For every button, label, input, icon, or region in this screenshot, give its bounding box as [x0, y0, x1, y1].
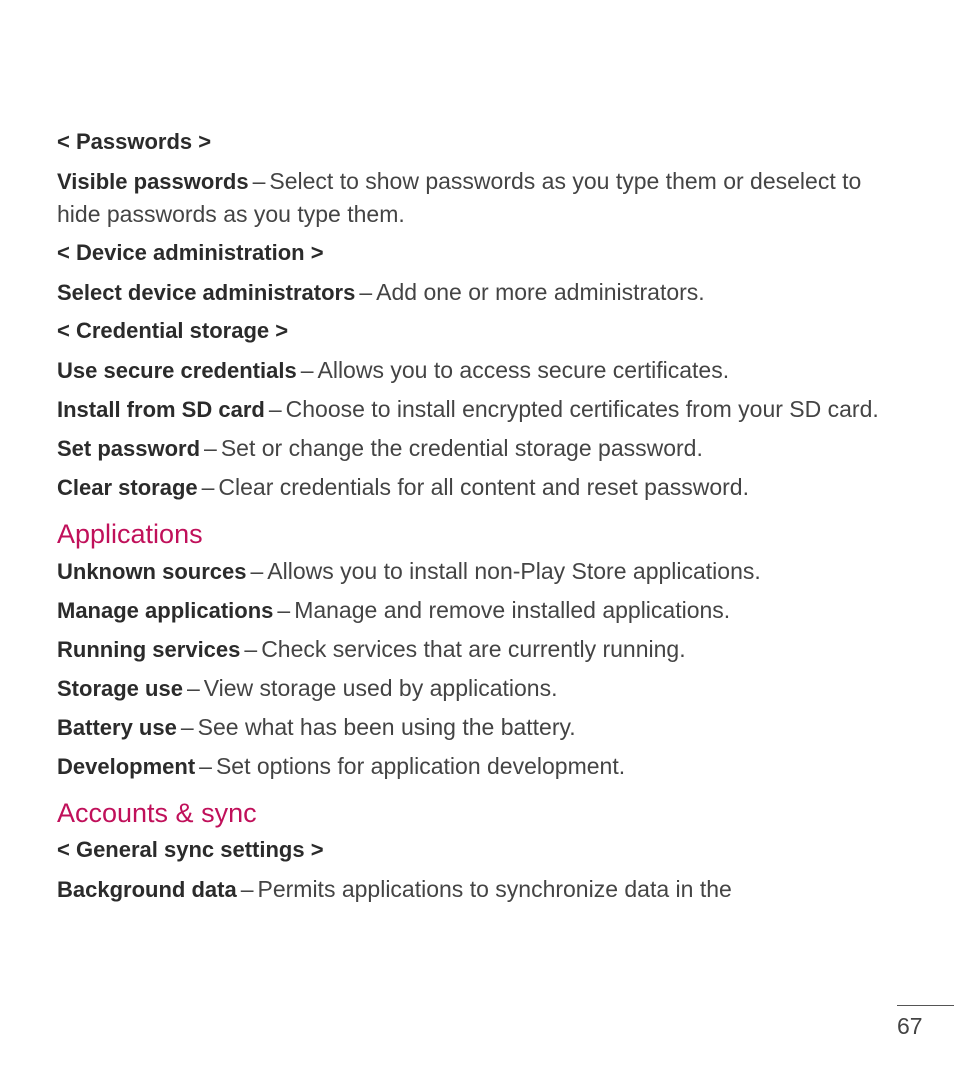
setting-description: Clear credentials for all content and reset password.	[218, 474, 749, 500]
setting-term: Battery use	[57, 715, 177, 740]
setting-description: See what has been using the battery.	[197, 714, 576, 740]
setting-description: Check services that are currently running.	[261, 636, 686, 662]
setting-description: Permits applications to synchronize data in the	[257, 876, 732, 902]
setting-term: Visible passwords	[57, 169, 249, 194]
setting-description: Set or change the credential storage password.	[220, 435, 703, 461]
dash-separator: –	[250, 558, 264, 584]
dash-separator: –	[199, 753, 212, 779]
dash-separator: –	[277, 597, 291, 623]
setting-term: Development	[57, 754, 196, 779]
page-number: 67	[897, 1013, 923, 1039]
dash-separator: –	[252, 168, 266, 194]
setting-term: Unknown sources	[57, 559, 247, 584]
setting-running-services	[57, 633, 902, 666]
dash-separator: –	[244, 636, 258, 662]
setting-description: Add one or more administrators.	[376, 279, 705, 305]
setting-term: Running services	[57, 637, 241, 662]
footer-divider	[897, 1005, 954, 1006]
passwords-subheading: < Passwords >	[57, 129, 212, 154]
setting-description: Allows you to access secure certificates.	[317, 357, 730, 383]
dash-separator: –	[300, 357, 314, 383]
setting-install-from-sd-card	[57, 393, 902, 426]
setting-visible-passwords	[57, 165, 902, 231]
setting-description: Select to show passwords as you type them or deselect to hide passwords as you type them.	[57, 168, 862, 227]
setting-term: Manage applications	[57, 598, 274, 623]
dash-separator: –	[180, 714, 194, 740]
setting-clear-storage	[57, 471, 902, 504]
setting-select-device-administrators	[57, 276, 902, 309]
setting-description: Manage and remove installed applications.	[294, 597, 731, 623]
dash-separator: –	[186, 675, 200, 701]
setting-description: Set options for application development.	[215, 753, 626, 779]
dash-separator: –	[204, 435, 217, 461]
device-administration-subheading: < Device administration >	[57, 240, 324, 265]
setting-background-data	[57, 873, 902, 906]
setting-term: Clear storage	[57, 475, 198, 500]
dash-separator: –	[268, 396, 282, 422]
setting-term: Install from SD card	[57, 397, 265, 422]
applications-heading: Applications	[57, 519, 203, 549]
setting-term: Background data	[57, 877, 237, 902]
setting-term: Select device administrators	[57, 280, 356, 305]
setting-development	[57, 750, 902, 783]
general-sync-settings-subheading: < General sync settings >	[57, 837, 324, 862]
manual-page-content	[57, 126, 902, 912]
setting-description: Allows you to install non-Play Store applications.	[267, 558, 761, 584]
setting-manage-applications	[57, 594, 902, 627]
credential-storage-subheading: < Credential storage >	[57, 318, 289, 343]
setting-description: Choose to install encrypted certificates from your SD card.	[285, 396, 879, 422]
accounts-sync-heading: Accounts & sync	[57, 798, 257, 828]
dash-separator: –	[240, 876, 254, 902]
setting-unknown-sources	[57, 555, 902, 588]
setting-description: View storage used by applications.	[203, 675, 558, 701]
setting-storage-use	[57, 672, 902, 705]
setting-term: Set password	[57, 436, 201, 461]
dash-separator: –	[201, 474, 215, 500]
setting-term: Use secure credentials	[57, 358, 297, 383]
setting-use-secure-credentials	[57, 354, 902, 387]
setting-term: Storage use	[57, 676, 183, 701]
setting-set-password	[57, 432, 902, 465]
setting-battery-use	[57, 711, 902, 744]
dash-separator: –	[359, 279, 373, 305]
